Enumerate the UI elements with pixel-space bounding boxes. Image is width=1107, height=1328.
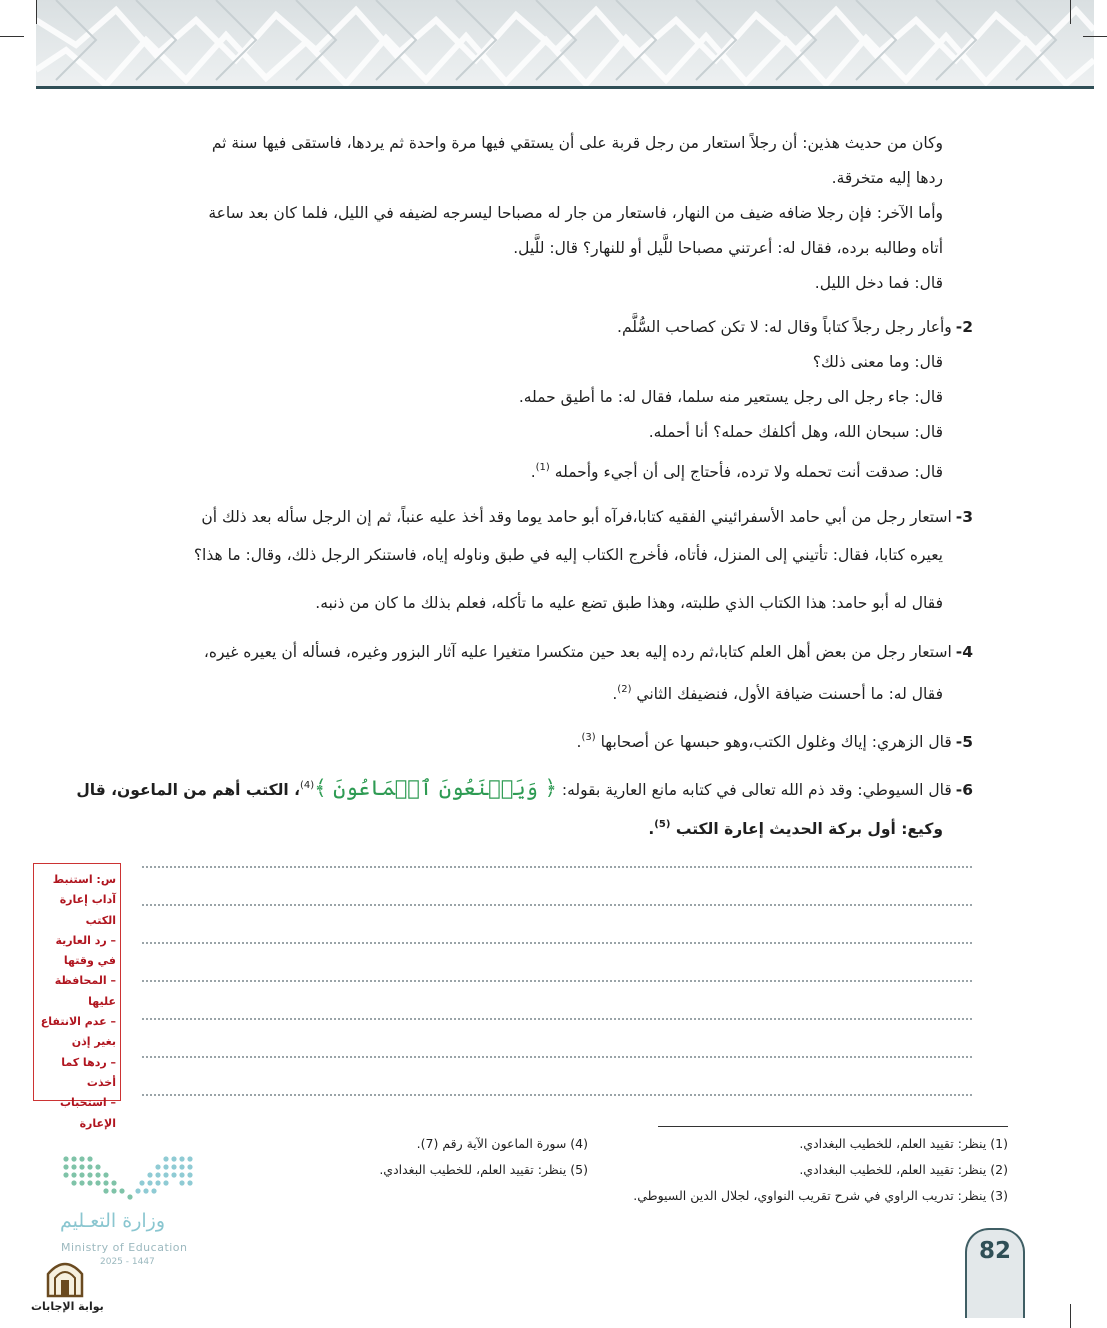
note-answer: – استحباب الإعارة: [59, 1096, 116, 1130]
paragraph-line: قال: جاء رجل الى رجل يستعير منه سلما، فقال له: ما أطيق حمله.: [518, 388, 943, 406]
page-number: 82: [978, 1238, 1011, 1264]
paragraph-line: فقال له أبو حامد: هذا الكتاب الذي طلبته، وهذا طبق تضع عليه ما تأكله، فعلم بذلك ما كان من ذنبه.: [315, 594, 943, 612]
brand-logo-icon: [44, 1256, 86, 1298]
answer-line[interactable]: [142, 980, 972, 982]
paragraph-line: [612, 672, 943, 712]
footnote-divider: [658, 1126, 1008, 1127]
period: .: [576, 733, 582, 751]
crop-mark: [1070, 1304, 1071, 1328]
period: .: [530, 463, 536, 481]
paragraph-line: قال: وما معنى ذلك؟: [812, 353, 943, 371]
item-text: وأعار رجل رجلاً كتاباً وقال له: لا تكن كصاحب السُّلَّم.: [617, 318, 952, 336]
item-text: فقال له: ما أحسنت ضيافة الأول، فنضيفك الثاني: [636, 685, 943, 703]
brand-label: بوابة الإجابات: [31, 1300, 104, 1313]
paragraph-line: ردها إليه متخرقة.: [831, 169, 943, 187]
item-text: قال: صدقت أنت تحمله ولا ترده، فأحتاج إلى أن أجيء وأحمله: [554, 463, 943, 481]
item-number: 5-: [955, 733, 973, 751]
quran-verse: ﴿ وَيَمۡنَعُونَ ٱلۡمَاعُونَ ﴾: [314, 776, 557, 800]
header-banner: [36, 0, 1094, 88]
crop-mark: [1083, 36, 1107, 37]
item-text: استعار رجل من بعض أهل العلم كتابا،ثم رده إليه بعد حين متكسرا متغيرا عليه آثار البزور وغيره، فسأله أن يعيره غيره،: [203, 643, 952, 661]
footnote: (4) سورة الماعون الآية رقم (7).: [416, 1136, 588, 1151]
item-number: 4-: [955, 643, 973, 661]
answer-line[interactable]: [142, 942, 972, 944]
footnote: (1) ينظر: تقييد العلم، للخطيب البغدادي.: [799, 1136, 1008, 1151]
paragraph-line: أتاه وطالبه برده، فقال له: أعرتني مصباحا للَّيل أو للنهار؟ قال: للَّيل.: [513, 239, 943, 257]
item-number: 2-: [955, 318, 973, 336]
note-question: س: استنبط آداب إعارة الكتب: [52, 873, 116, 927]
item-number: 6-: [955, 781, 973, 799]
footnote-ref[interactable]: (4): [300, 780, 315, 791]
note-answer: – ردها كما أخذت: [61, 1055, 116, 1089]
item-4-line: [204, 635, 973, 670]
note-answer: – عدم الانتفاع بغير إذن: [40, 1015, 116, 1049]
header-rule: [36, 86, 1094, 89]
ministry-year: 2025 - 1447: [100, 1257, 155, 1267]
period: .: [648, 820, 655, 838]
item-text-bold: وكيع: أول بركة الحديث إعارة الكتب: [675, 820, 943, 838]
answer-line[interactable]: [142, 1094, 972, 1096]
answer-line[interactable]: [142, 866, 972, 868]
crop-mark: [36, 0, 37, 24]
footnote-ref[interactable]: (5): [654, 819, 671, 830]
note-answer: – رد العارية في وقتها: [55, 933, 116, 968]
paragraph-line: يعيره كتابا، فقال: تأتيني إلى المنزل، فأتاه، فأخرج الكتاب إليه في طبق وناوله إياه، فاستنكر الرجل ذلك، وقال: ما هذا؟: [193, 546, 943, 564]
item-6-line: [76, 768, 973, 808]
ministry-logo-icon: [62, 1153, 198, 1201]
answer-line[interactable]: [142, 1018, 972, 1020]
item-3-line: [201, 500, 973, 535]
ministry-name-english: Ministry of Education: [61, 1241, 188, 1254]
item-text: استعار رجل من أبي حامد الأسفرائيني الفقيه كتابا،فرآه أبو حامد يوما وقد أخذ عليه عنباً، ثم إن الرجل سأله بعد ذلك أن: [201, 508, 952, 526]
item-text: قال الزهري: إياك وغلول الكتب،وهو حبسها عن أصحابها: [600, 733, 952, 751]
period: .: [612, 685, 618, 703]
answer-note-box: [33, 863, 121, 1130]
item-2-line: [617, 310, 973, 345]
item-text: قال السيوطي: وقد ذم الله تعالى في كتابه مانع العارية بقوله:: [561, 781, 952, 799]
item-number: 3-: [955, 508, 973, 526]
geometric-pattern: [36, 0, 1094, 88]
paragraph-line: قال: فما دخل الليل.: [814, 274, 943, 292]
crop-mark: [0, 36, 24, 37]
ministry-name-arabic: وزارة التعـليم: [60, 1210, 166, 1232]
item-text-bold: ، الكتب أهم من الماعون، قال: [76, 781, 301, 799]
paragraph-line: [648, 807, 943, 847]
crop-mark: [1070, 0, 1071, 24]
paragraph-line: وأما الآخر: فإن رجلا ضافه ضيف من النهار، فاستعار من جار له مصباحا ليسرجه لضيفه في الليل، فلما كان بعد ساعة: [208, 204, 943, 222]
footnote: (2) ينظر: تقييد العلم، للخطيب البغدادي.: [799, 1162, 1008, 1177]
footnote-ref[interactable]: (1): [535, 462, 550, 473]
paragraph-line: [531, 450, 943, 490]
footnote: (3) ينظر: تدريب الراوي في شرح تقريب النواوي، لجلال الدين السيوطي.: [633, 1188, 1008, 1203]
paragraph-line: قال: سبحان الله، وهل أكلفك حمله؟ أنا أحمله.: [648, 423, 943, 441]
footnote: (5) ينظر: تقييد العلم، للخطيب البغدادي.: [379, 1162, 588, 1177]
footnote-ref[interactable]: (2): [617, 684, 632, 695]
answer-line[interactable]: [142, 904, 972, 906]
item-5-line: [577, 720, 973, 760]
paragraph-line: وكان من حديث هذين: أن رجلاً استعار من رجل قربة على أن يستقي فيها مرة واحدة ثم يردها، فاستقى فيها سنة ثم: [211, 134, 943, 152]
answer-line[interactable]: [142, 1056, 972, 1058]
footnote-ref[interactable]: (3): [581, 732, 596, 743]
note-answer: – المحافظة عليها: [54, 974, 116, 1008]
